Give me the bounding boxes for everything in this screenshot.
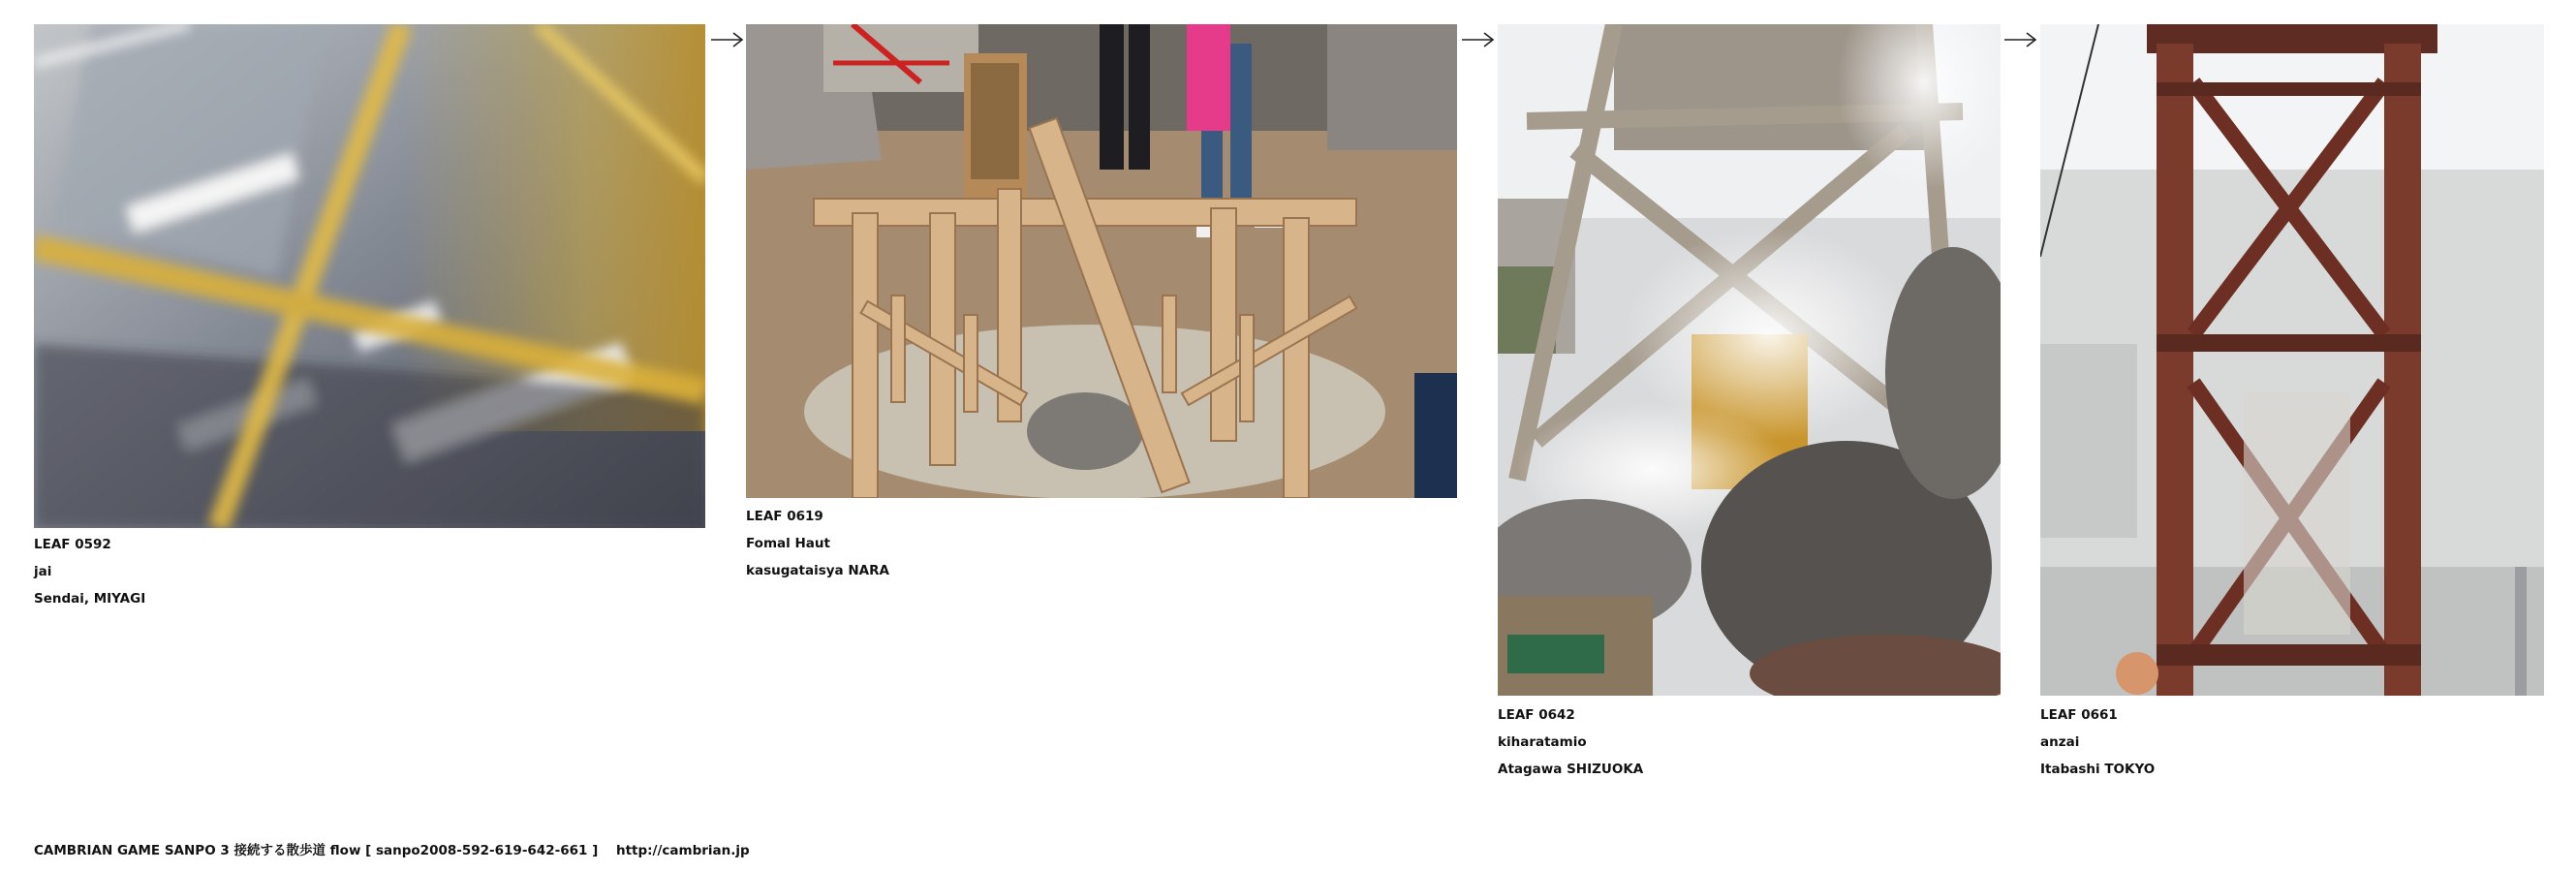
photo-leaf-0592-image <box>34 24 705 528</box>
photo-leaf-0661[interactable] <box>2040 24 2544 696</box>
leaf-place: kasugataisya NARA <box>746 563 889 578</box>
photo-leaf-0642[interactable] <box>1498 24 2001 696</box>
leaf-author: Fomal Haut <box>746 536 830 551</box>
caption-leaf-0619 <box>746 503 889 584</box>
photo-leaf-0642-image <box>1498 24 2001 696</box>
leaf-number: LEAF 0661 <box>2040 707 2118 723</box>
leaf-author: anzai <box>2040 734 2080 750</box>
leaf-place: Sendai, MIYAGI <box>34 591 146 607</box>
caption-leaf-0642 <box>1498 701 1643 783</box>
photo-leaf-0619-image <box>746 24 1457 498</box>
leaf-author: kiharatamio <box>1498 734 1587 750</box>
leaf-place: Itabashi TOKYO <box>2040 762 2156 777</box>
leaf-number: LEAF 0619 <box>746 509 823 524</box>
footer <box>34 839 750 858</box>
footer-link[interactable]: http://cambrian.jp <box>615 843 750 858</box>
right-arrow-icon <box>710 30 745 49</box>
photo-leaf-0619[interactable] <box>746 24 1457 498</box>
leaf-place: Atagawa SHIZUOKA <box>1498 762 1644 777</box>
right-arrow-icon <box>1461 30 1496 49</box>
photo-leaf-0661-image <box>2040 24 2544 696</box>
caption-leaf-0592 <box>34 531 145 612</box>
leaf-number: LEAF 0642 <box>1498 707 1575 723</box>
footer-text: CAMBRIAN GAME SANPO 3 接続する散歩道 flow [ sanpo2008-592-619-642-661 ] <box>34 843 599 858</box>
caption-leaf-0661 <box>2040 701 2155 783</box>
right-arrow-icon <box>2003 30 2038 49</box>
photo-leaf-0592[interactable] <box>34 24 705 528</box>
leaf-number: LEAF 0592 <box>34 537 111 552</box>
leaf-author: jai <box>34 564 52 579</box>
